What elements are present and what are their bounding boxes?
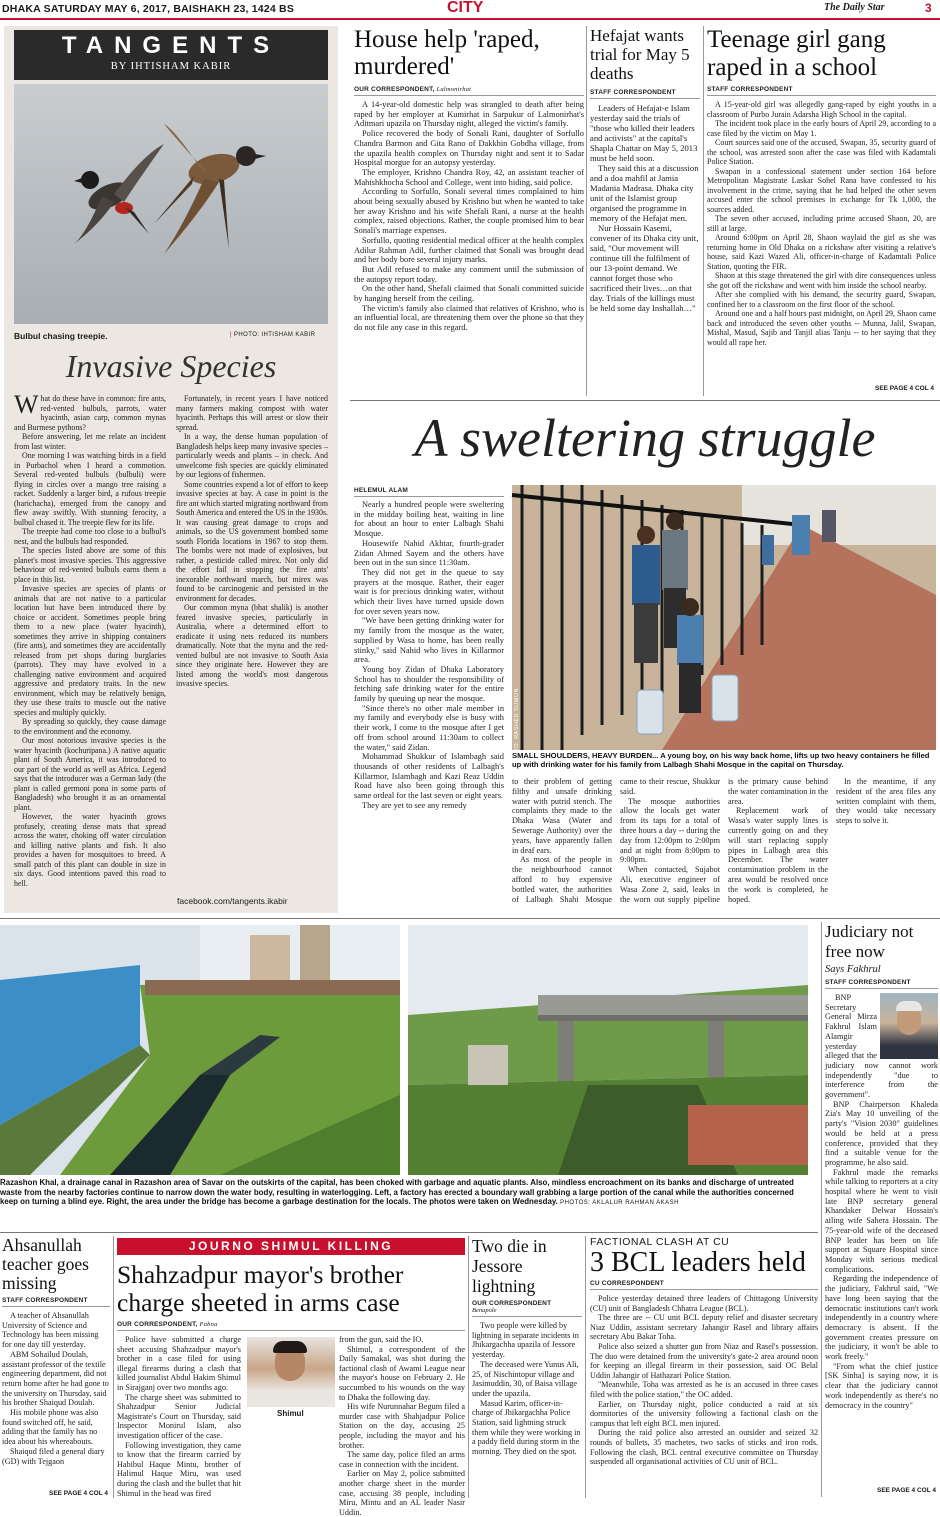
bcl-para: Police also seized a shutter gun from Niaz and Rasel's possession. The duo were detained from the university's gate-2 area around noon for keeping an illegal firearm in their possession, said OC Belal Uddin Jahangir of Hathazari Police Station.	[590, 1341, 818, 1380]
jessore-byline: OUR CORRESPONDENT	[472, 1300, 552, 1307]
sweltering-para: to their problem of getting filthy and unsafe drinking water with putrid stench. The complaints they made to the Dhaka Wasa (Water and Sewerage Authority) over the years, have apparently fallen in deaf ears.	[512, 777, 612, 855]
bcl-headline: 3 BCL leaders held	[590, 1247, 806, 1278]
shimul-para: His wife Nurunnahar Begum filed a murder case with Shahjadpur Police Station on the day, accusing 25 people, including the mayor and his brother.	[339, 1402, 465, 1450]
sweltering-para: The mosque authorities allow the locals get water from its taps for a total of three hours a day -- during the day from 12:00pm to 2:00pm and at night from 8:00pm to 9:00pm.	[620, 796, 720, 865]
house-help-para: On the other hand, Shefali claimed that Sonali committed suicide by hanging herself from the ceiling.	[354, 284, 584, 304]
ahsanullah-para: ABM Sohailud Doulah, assistant professor of the textile engineering department, did not return home after he had gone to the university on Thursday, said his brother Shaiqud Doulah.	[2, 1349, 109, 1408]
sweltering-bottom-body	[512, 777, 936, 909]
jessore-para: Masud Karim, officer-in-charge of Jhikargachha Police Station, said lightning struck them while they were working in a paddy field during storm in the morning. They died on the spot.	[472, 1398, 581, 1457]
hefajat-byline: STAFF CORRESPONDENT	[590, 89, 700, 99]
jessore-story	[472, 1236, 582, 1500]
sweltering-para: In the meantime, if any resident of the area files any written complaint with them, they would take necessary steps to solve it.	[836, 777, 936, 826]
tangents-para: Invasive species are species of plants or animals that are not native to a particular location but have been introduced there by choice or accident. Sometimes people bring them to a new place (water hyacinth), sometimes they arrive in shipping containers (fire ants), and sometimes they are accidentally released from pet shops during burglaries (parrots). They may have evolved in a challenging native environment and acquired aggressive and predatory traits. In the new environment, which may be relatively benign, they use these traits to muscle out the native species and multiply quickly.	[14, 584, 166, 717]
teenage-para: After she complied with his demand, the security guard, Swapan, confined her to a classroom on the first floor of the school.	[707, 290, 936, 309]
house-help-story	[354, 26, 584, 398]
teenage-see-page: SEE PAGE 4 COL 4	[874, 385, 934, 392]
ahsanullah-see-page: SEE PAGE 4 COL 4	[48, 1490, 108, 1497]
house-help-para: The victim's family also claimed that relatives of Krishno, who is an influential local, are threatening them over the phone so that they do not file any case in this regard.	[354, 303, 584, 333]
bcl-kicker: FACTIONAL CLASH AT CU	[590, 1236, 730, 1248]
house-help-para: But Adil refused to make any comment until the submission of the autopsy report today.	[354, 264, 584, 284]
col-rule	[468, 1236, 469, 1498]
mosque-photo-credit: PHOTO: RASHED SUMON	[514, 688, 520, 765]
ahsanullah-para: His mobile phone was also found switched off, he said, adding that the family has no idea about his whereabouts.	[2, 1408, 99, 1447]
sweltering-left-body	[354, 500, 504, 908]
canal-right-scene	[408, 925, 808, 1175]
tangents-byline: BY IHTISHAM KABIR	[110, 61, 232, 72]
canal-left-scene	[0, 925, 400, 1175]
bcl-para: The three are -- CU unit BCL deputy relief and disaster secretary Niaz Uddin, assistant secretary Jahangir Rasel and library affairs secretary Abu Bakar Toha.	[590, 1313, 818, 1342]
jessore-headline: Two die in Jessore lightning	[472, 1236, 547, 1296]
paper-name: The Daily Star	[824, 2, 885, 13]
jessore-para: Two people were killed by lightning in separate incidents in Jhikargachha upazila of Jessore yesterday.	[472, 1321, 579, 1360]
tangents-para: Some countries expend a lot of effort to keep invasive species at bay. A case in point is the fire ant which started migrating northward from South America and entered the US in the 1930s. It was causing great damage to crops and animals, so the US government bombed some south Florida locations in 1967 to stop them. The bombs were not made of explosives, but rather, a pesticide called mirex. Not only did the effort fail in stopping the fire ants' inexorable northward march, but mirex was found to be carcinogenic and persisted in the environment for decades.	[176, 479, 328, 603]
dateline: DHAKA SATURDAY MAY 6, 2017, BAISHAKH 23, 1424 BS	[2, 3, 295, 15]
ahsanullah-story	[2, 1236, 110, 1500]
tangents-header	[14, 30, 328, 80]
shimul-byline: OUR CORRESPONDENT, Pabna	[117, 1321, 465, 1331]
shimul-headline: Shahzadpur mayor's brother charge sheeted in arms case	[117, 1260, 404, 1317]
bcl-para: Earlier, on Thursday night, police conducted a raid at six dormitories of the university following a factional clash on the campus that left eight BCL men injured.	[590, 1399, 818, 1428]
shimul-kicker: JOURNO SHIMUL KILLING	[117, 1238, 465, 1255]
sweltering-para: Mohammad Shukkur of Islambagh said thousands of other residents of Lalbagh's Killarmor, Islambagh and Kazi Reaz Uddin Road have also been going through this same ordeal for the last seven or eight years.	[354, 752, 504, 801]
tangents-para: Our most notorious invasive species is the water hyacinth (kochuripana.) A native aquatic plant of South America, it was introduced to our part of the world as well as Africa. Legend says that the introducer was a German lady (the plant is called germoni pona in some parts of Bangladesh) who brought it as an ornamental plant.	[14, 736, 166, 812]
bulbul-bird	[74, 144, 164, 244]
teenage-headline: Teenage girl gang raped in a school	[707, 26, 886, 81]
bird-photo-credit: | PHOTO: IHTISHAM KABIR	[230, 332, 316, 338]
judiciary-para: Fakhrul made the remarks while talking to reporters at a city hospital where he went to visit late BNP secretary general Khandaker Delwar Hossain's ailing wife Sahera Hossain. The 75-year-old wife of the deceased BNP leader has been on life support at Square Hospital since Monday with serious medical complications.	[825, 1167, 938, 1274]
section-rule	[0, 918, 940, 919]
house-help-byline: OUR CORRESPONDENT, Lalmonirhat	[354, 86, 584, 96]
house-help-para: Sorfullo, quoting residential medical officer at the health complex Adilur Rahman Adil, further claimed that Sonali was brought dead and her body bore several injury marks.	[354, 235, 584, 265]
page-number: 3	[925, 1, 932, 15]
sweltering-para: They are yet to see any remedy	[362, 800, 467, 810]
shimul-para: Police have submitted a charge sheet accusing Shahzadpur mayor's brother in a case filed for using illegal firearms during a clash that killed journalist Abdul Hakim Shimul in Sirajganj over two months ago.	[117, 1335, 241, 1392]
sweltering-para: Young boy Zidan of Dhaka Laboratory School has to shoulder the responsibility of fetching safe drinking water for the entire family by queuing up near the mosque.	[354, 664, 504, 704]
teenage-para: A 15-year-old girl was allegedly gang-raped by eight youths in a classroom of Purbo Jurain Adarsha High School in the capital.	[707, 100, 936, 119]
col-rule	[113, 1236, 114, 1498]
canal-photo-right	[408, 925, 808, 1175]
tangents-para: By spreading so quickly, they cause damage to the environment and the economy.	[14, 717, 166, 736]
tangents-body: What do these have in common: fire ants, red-vented bulbuls, parrots, water hyacinth, asian carp, common mynas and Burmese pythons? Before answering, let me relate an incident from last winter. One morning I was watching birds in a field in Purbachol when I heard a commotion. Several red-vented bulbuls (bulbuli) were flying in circles over a mango tree raising a racket. Suddenly a larger bird, a rufous treepie (harichacha), emerged from the canopy and flew away swiftly. With stunning ferocity, a bulbul chased it. The treepie flew for its life. The treepie had come too close to a bulbul's nest, and the bulbuls had responded. The species listed above are some of this planet's most invasive species. This aggressive behaviour of red-vented bulbuls earns them a place in this list. Invasive species are species of plants or animals that are not native to a particular location but have been introduced there by choice or accident. Sometimes people bring them to a new place (water hyacinth), sometimes they arrive in shipping containers (fire ants), and sometimes they are accidentally released from pet shops during burglaries (parrots). They may have evolved in a challenging native environment and acquired aggressive and predatory traits. In the new environment, which may be relatively benign, they use these traits to muscle out the native species and multiply quickly. By spreading so quickly, they cause damage to the environment and the economy. Our most notorious invasive species is the water hyacinth (kochuripana.) A native aquatic plant of South America, it was introduced to our part of the world as well as Africa. Legend says that the introducer was a German lady (the plant is called germoni pona in some parts of Bangladesh) who brought it as an ornamental plant. However, the water hyacinth grows profusely, creating dense mats that spread across the water, choking off water circulation and killing native plants and fish. It also provides a haven for mosquitoes to breed. A small patch of this plant can double in size in six days. Good intentions paved this road to hell. Fortunately, in recent years I have noticed many farmers making compost with water hyacinth. Perhaps this will arrest or slow their spread. In a way, the dense human population of Bangladesh helps keep many invasive species – particularly weeds and plants – in check. And unwelcome fish species are quickly eliminated by our legions of fishermen. Some countries expend a lot of effort to keep invasive species at bay. A case in point is the fire ant which started migrating northward from South America and entered the US in the 1930s. It was causing great damage to crops and animals, so the US government bombed some south Florida locations in 1967 to stop them. The bombs were not made of explosives, but rather, a pesticide called mirex. Not only did the effort fail in stopping the fire ants' inexorable northward march, but mirex was found to be carcinogenic and persisted in the environment for decades. Our common myna (bhat shalik) is another feared invasive species, particularly in Australia, where a determined effort to eradicate it using nets reduced its numbers dramatically. Note that the myna and the red-vented bulbul are not invasive to South Asia since they originate here. However they are listed among the world's most dangerous invasive species.	[14, 390, 328, 888]
canal-caption: Razashon Khal, a drainage canal in Razashon area of Savar on the outskirts of the capital, has been choked with garbage and aquatic plants. Also, mindless encroachment on its banks and discharge of untreated waste from the nearby factories continue to narrow down the water body, resulting in waterlogging. Left, a factory has erected a boundary wall grabbing a large portion of the canal while the authorities concerned keep on turning a blind eye. Right, the area under the bridge has become a garbage destination for the locals. The photos were taken on Wednesday. PHOTOS: AKLALUR RAHMAN AKASH	[0, 1178, 794, 1207]
teenage-para: Swapan in a confessional statement under section 164 before Metropolitan Magistrate Laskar Sohel Rana have confessed to his involvement in the crime, saying that he had helped the other seven accused enter the school premises in exchange for Tk 1,000, the sources added.	[707, 166, 936, 214]
bird-photo-caption: Bulbul chasing treepie.	[14, 331, 108, 341]
ahsanullah-byline: STAFF CORRESPONDENT	[2, 1297, 110, 1307]
judiciary-para: BNP Chairperson Khaleda Zia's May 10 unveiling of the party's "Vision 2030" guidelines would be held at a press conference, provided that they find a suitable venue for the programme, he also said.	[825, 1099, 938, 1167]
col-rule	[821, 922, 822, 1497]
sweltering-para: Replacement work of Wasa's water supply lines is currently going on and they will start replacing supply pipes in Lalbagh area this December. The water contamination problem in the area would be resolved once the work is completed, he hoped.	[728, 806, 828, 904]
hefajat-para: Nur Hossain Kasemi, convener of its Dhaka city unit, said, "Our movement will continue till the fulfilment of our 13-point demand. We cannot forget those who sacrificed their lives…on that day. Trials of the killings must be held some day Inshallah…"	[590, 223, 699, 313]
judiciary-body	[825, 993, 938, 1410]
ahsanullah-headline: Ahsanullah teacher goes missing	[2, 1235, 89, 1293]
mosque-water-photo	[512, 485, 936, 750]
shimul-para: from the gun, said the IO.	[339, 1335, 424, 1344]
sweltering-para: Nearly a hundred people were sweltering in the midday boiling heat, waiting in line for about an hour to enter Lalbagh Shahi Mosque.	[354, 500, 504, 539]
ahsanullah-body	[2, 1311, 110, 1466]
teenage-para: Around 6:00pm on April 28, Shaon waylaid the girl as she was returning home in Old Dhaka on a rickshaw after visiting a relative's house, said Kazi Wazed Ali, officer-in-charge of Kadamtali Police Station, quoting the FIR.	[707, 233, 936, 271]
shimul-para: Earlier on May 2, police submitted another charge sheet in the murder case, accusing 38 people, including Miru, Mintu and an AL leader Nasir Uddin.	[339, 1469, 465, 1517]
hefajat-para: Leaders of Hefajat-e Islam yesterday said the trials of "those who killed their leaders and activists" at the capital's Shapla Chattar on May 5, 2013 must be held soon.	[590, 103, 698, 163]
ahsanullah-para: Shaiqud filed a general diary (GD) with Tejgaon	[2, 1446, 105, 1466]
section-rule	[0, 1232, 818, 1233]
teenage-para: Court sources said one of the accused, Swapan, 35, security guard of the school, was arrested soon after the case was filed with Kadamtali Police Station.	[707, 138, 936, 166]
teenage-para: Around one and a half hours past midnight, on April 29, Shaon came back and introduced the seven other youths -- Munna, Jalil, Swapan, Mishal, Masud, Sajib and Tanjil alias Tanju -- to her saying that they would all rape her.	[707, 309, 936, 347]
dropcap: W	[14, 390, 39, 419]
bird-photo	[14, 84, 328, 324]
tangents-para: Fortunately, in recent years I have noticed many farmers making compost with water hyacinth. Perhaps this will arrest or slow their spread.	[176, 394, 328, 432]
sweltering-para: "We have been getting drinking water for my family from the mosque as the water, supplied by Wasa to home, has been really stinky," said Nahid who lives in Killarmor area.	[354, 616, 504, 665]
tangents-box	[4, 26, 338, 913]
tangents-para: The treepie had come too close to a bulbul's nest, and the bulbuls had responded.	[14, 527, 166, 546]
shimul-para: The same day, police filed an arms case in connection with the incident.	[339, 1450, 465, 1469]
tangents-para: Before answering, let me relate an incident from last winter.	[14, 432, 166, 451]
bcl-para: During the raid police also arrested an outsider and seized 32 rounds of bullets, 35 machetes, two sacks of sticks and iron rods. Following the clash, BCL central executive committee on Thursday suspended all organisational activities of CU unit of BCL.	[590, 1428, 818, 1467]
col-rule	[703, 26, 704, 396]
tangents-para: In a way, the dense human population of Bangladesh helps keep many invasive species – particularly weeds and plants – in check. And unwelcome fish species are quickly eliminated by our legions of fishermen.	[176, 432, 328, 479]
bcl-byline: CU CORRESPONDENT	[590, 1280, 818, 1290]
hefajat-body	[590, 103, 700, 313]
shimul-col1	[117, 1335, 241, 1505]
judiciary-see-page: SEE PAGE 4 COL 4	[876, 1487, 936, 1494]
teenage-para: The incident took place in the early hours of April 29, according to a case filed by the victim on May 1.	[707, 119, 936, 138]
shimul-photo	[247, 1337, 335, 1407]
fakhrul-photo	[880, 993, 938, 1059]
mosque-scene	[512, 485, 936, 750]
bcl-body	[590, 1294, 818, 1467]
sweltering-byline: HELEMUL ALAM	[354, 487, 504, 497]
shimul-para: The charge sheet was submitted to Shahzadpur Senior Judicial Magistrate's Court on Thursday, said Inspector Monirul Islam, also investigation officer of the case.	[117, 1392, 241, 1440]
tangents-para: The species listed above are some of this planet's most invasive species. This aggressive behaviour of red-vented bulbuls earns them a place in this list.	[14, 546, 166, 584]
sweltering-para: As most of the people in the neighbourhood cannot afford to buy expensive bottled water, the authorities of Lalbagh Shahi Mosque came to their rescue, Shukkur said.	[512, 777, 720, 904]
col-rule	[585, 1236, 586, 1498]
judiciary-byline: STAFF CORRESPONDENT	[825, 979, 938, 989]
section-label: CITY	[447, 0, 484, 16]
judiciary-para: BNP Secretary General Mirza Fakhrul Islam Alamgir yesterday alleged that the judiciary now cannot work independently "due to interference from the government".	[825, 993, 938, 1100]
masthead	[0, 0, 940, 18]
house-help-para: Police recovered the body of Sonali Rani, daughter of Sorfullo Chandra Barmon and Gita Rano of Dakkhin Gobdha village, from the upazila health complex on Thursday night and sent it to Sadar Hospital morgue for an autopsy yesterday.	[354, 129, 584, 168]
judiciary-subhead: Says Fakhrul	[825, 964, 881, 975]
section-rule	[350, 400, 940, 401]
shimul-story	[117, 1238, 465, 1517]
col-rule	[586, 26, 587, 396]
teenage-byline: STAFF CORRESPONDENT	[707, 86, 936, 96]
masthead-rule	[0, 18, 940, 20]
shimul-photo-label: Shimul	[277, 1409, 304, 1418]
judiciary-para: "From what the chief justice [SK Sinha] is saying now, it is clear that the judiciary cannot work independently as there's no democracy in the country"	[825, 1361, 938, 1410]
mosque-photo-caption: SMALL SHOULDERS, HEAVY BURDEN... A young boy, on his way back home, lifts up two heavy containers he filled up with drinking water for his family from Lalbagh Shahi Mosque in the capital on Thursday.	[512, 751, 930, 770]
judiciary-headline: Judiciary not free now	[825, 922, 914, 961]
hefajat-para: They said this at a discussion and a doa mahfil at Jamia Madania Madrasa. Dhaka city unit of the Islamist group organised the programme in memory of the Hefajat men.	[590, 163, 699, 223]
jessore-body	[472, 1321, 582, 1457]
teenage-para: The seven other accused, including prime accused Shaon, 20, are still at large.	[707, 214, 936, 233]
tangents-para: However, the water hyacinth grows profusely, creating dense mats that spread across the water, choking off water circulation and killing native plants and fish. It also provides a haven for mosquitoes to breed. A small patch of this plant can double in size in six days. Good intentions paved this road to hell.	[14, 812, 166, 888]
tangents-para: One morning I was watching birds in a field in Purbachol when I heard a commotion. Several red-vented bulbuls (bulbuli) were flying in circles over a mango tree raising a racket. Suddenly a larger bird, a rufous treepie (harichacha), emerged from the canopy and flew away swiftly. With stunning ferocity, a bulbul chased it. The treepie flew for its life.	[14, 451, 166, 527]
ahsanullah-para: A teacher of Ahsanullah University of Science and Technology has been missing for one day till yesterday.	[2, 1311, 99, 1350]
jessore-para: The deceased were Yunus Ali, 25, of Nischintopur village and Jasimuddin, 30, of Baisa village under the upazila.	[472, 1359, 579, 1398]
teenage-para: Shaon at this stage threatened the girl with dire consequences unless she got off the rickshaw and went with him inside the school nearby.	[707, 271, 936, 290]
hefajat-headline: Hefajat wants trial for May 5 deaths	[590, 26, 690, 83]
bcl-para: Police yesterday detained three leaders of Chittagong University (CU) unit of Bangladesh Chhatra League (BCL).	[590, 1294, 818, 1313]
judiciary-story	[825, 922, 938, 1500]
tangents-footer: facebook.com/tangents.ikabir	[177, 896, 288, 906]
house-help-para: According to Sorfullo, Sonali several times complained to him about being sexually abused by Krishno but when he wanted to take her away Krishno and his wife Shefali Rani, a nurse at the health complex, raised objections. Rather, the couple promised him to bear Sonali's marriage expenses.	[354, 187, 584, 236]
tangents-para: Our common myna (bhat shalik) is another feared invasive species, particularly in Australia, where a determined effort to eradicate it using nets reduced its numbers dramatically. Note that the myna and the red-vented bulbul are not invasive to South Asia since they originate here. However they are listed among the world's most dangerous invasive species.	[176, 603, 328, 688]
house-help-headline: House help 'raped, murdered'	[354, 26, 540, 80]
judiciary-para: Regarding the independence of the judiciary, Fakhrul said, "We have long been saying that the democratic institutions can't work independently in a country where democracy is absent. If the government creates pressure on the judiciary, it won't be able to work freely."	[825, 1274, 938, 1362]
shimul-col2	[339, 1335, 465, 1517]
sweltering-para: When contacted, Sujabot Ali, executive engineer of Wasa Zone 2, said, leaks in the worn out supply pipeline is the primary cause behind the water contamination in the area.	[620, 777, 828, 904]
sweltering-para: They did not get in the queue to say prayers at the mosque. Rather, their eager wait is for precious drinking water, without which their lives have turned upside down for over seven years now.	[354, 567, 504, 616]
teenage-story	[707, 26, 936, 398]
tangents-title: TANGENTS	[61, 32, 281, 59]
hefajat-story	[590, 26, 700, 398]
sweltering-para: "Since there's no other male member in my family and everybody else is busy with their work, I come to the mosque after I get off from school around 11:30am to collect the water," said Zidan.	[354, 703, 504, 752]
sweltering-para: Housewife Nahid Akhtar, fourth-grader Zidan Ahmed Sayem and the others have been out in the sun since 11:30am.	[354, 538, 504, 568]
teenage-body	[707, 100, 936, 347]
shimul-para: Shimul, a correspondent of the Daily Samakal, was shot during the factional clash of Awami League near the mayor's house on February 2. He succumbed to his wounds on the way to Dhaka the following day.	[339, 1344, 465, 1402]
bcl-story	[590, 1236, 818, 1500]
house-help-para: The employer, Krishno Chandra Roy, 42, an assistant teacher of Mahishkhocha School and College, went into hiding, said police.	[354, 167, 584, 187]
treepie-bird	[154, 124, 266, 254]
sweltering-headline: A sweltering struggle	[414, 408, 876, 468]
tangents-headline: Invasive Species	[65, 348, 277, 384]
bird-illustration	[14, 84, 328, 324]
house-help-body	[354, 100, 584, 333]
jessore-place: Benapole	[472, 1307, 582, 1317]
shimul-columns	[117, 1335, 465, 1517]
house-help-para: A 14-year-old domestic help was strangled to death after being raped by her employer at Kumirhat in Sarpukur of Lalmonirhat's Aditmari upazila on Thursday night, alleged the victim's family.	[354, 100, 584, 129]
shimul-para: Following investigation, they came to know that the firearm carried by Habibul Haque Mintu, brother of Halimul Haque Miru, was used during the clash and the bullet that hit Shimul in the head was fired	[117, 1440, 241, 1498]
canal-photo-left	[0, 925, 400, 1175]
bcl-para: "Meanwhile, Toha was arrested as he is an accused in three cases filed with the police station," the OC added.	[590, 1380, 818, 1399]
